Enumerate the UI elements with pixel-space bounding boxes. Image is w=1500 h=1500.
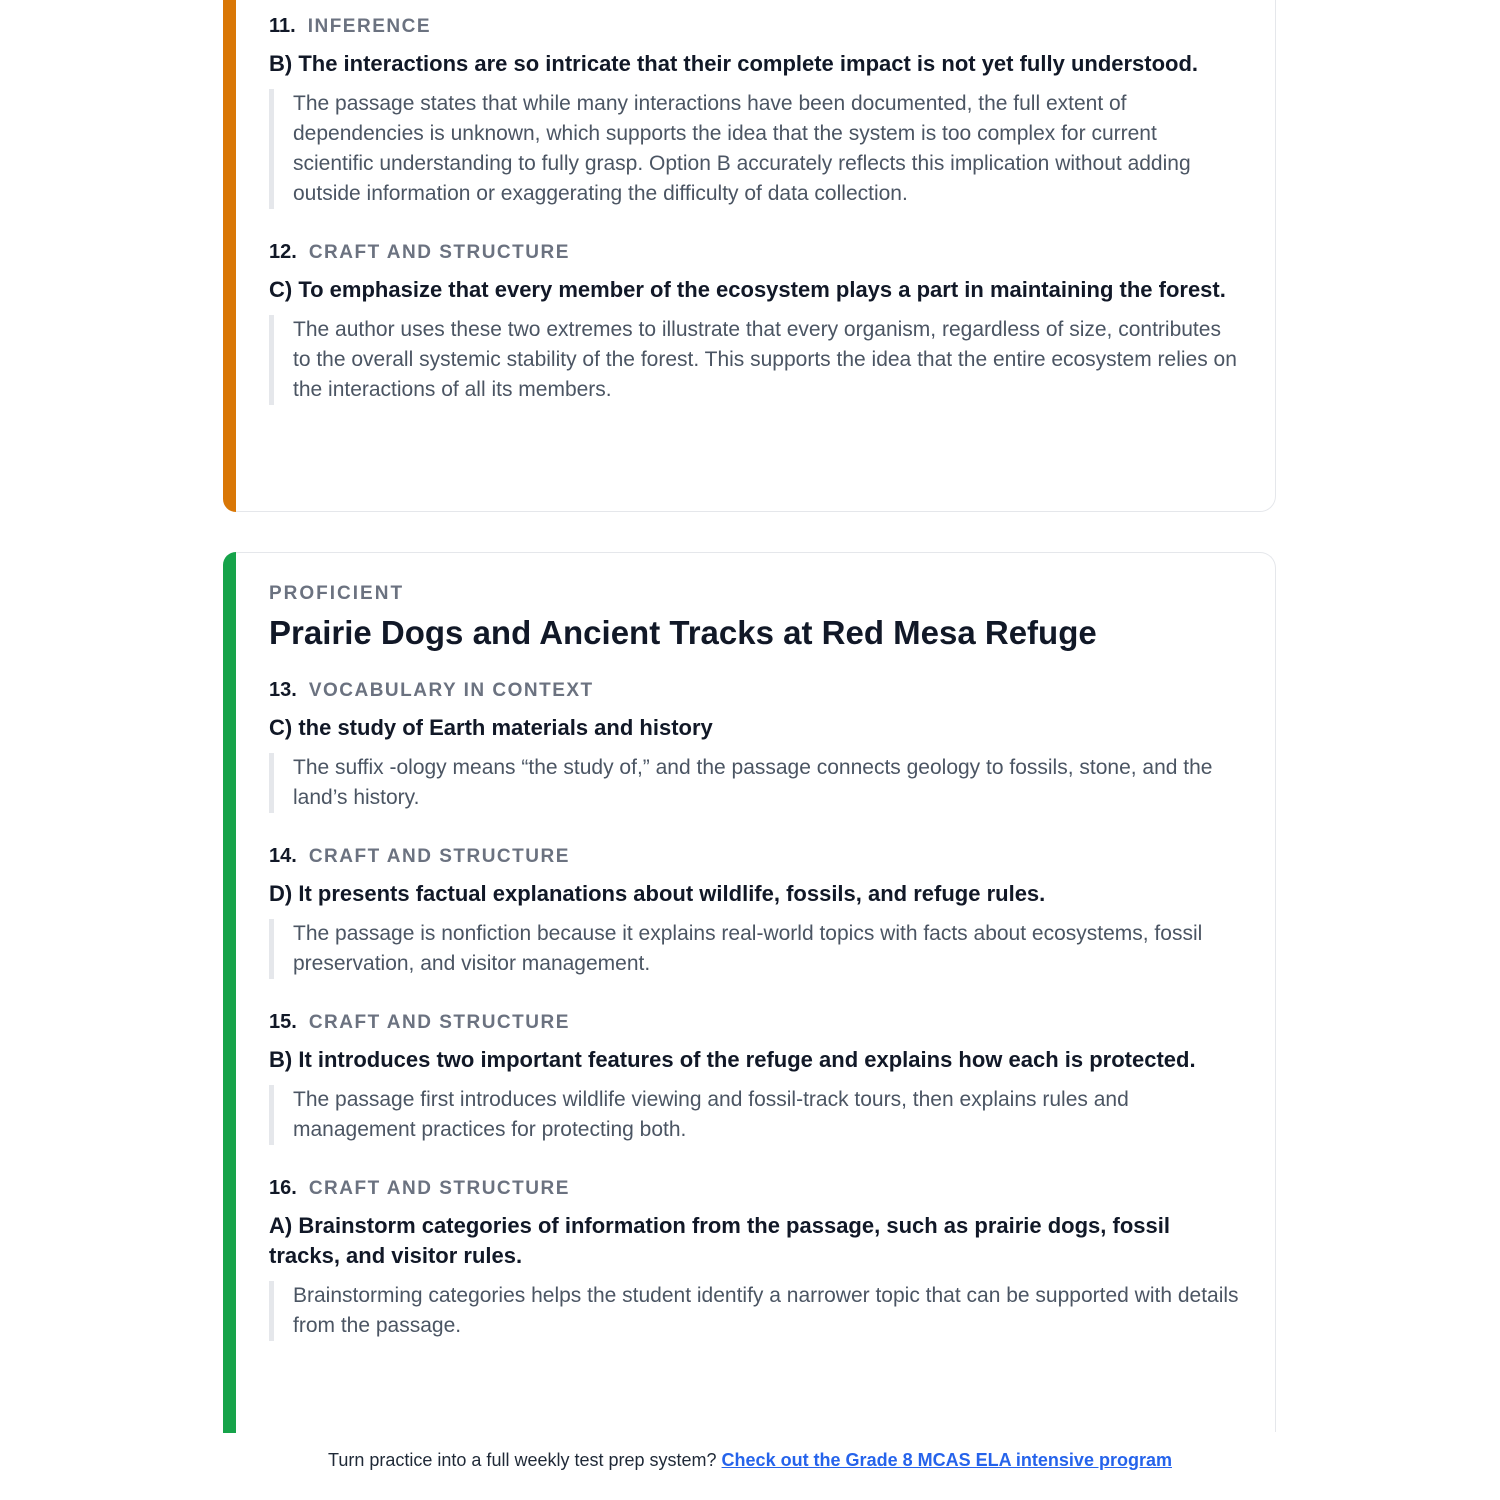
correct-answer: A) Brainstorm categories of information from the passage, such as prairie dogs, fossil tracks, and visitor rules. bbox=[269, 1212, 1170, 1268]
question-item bbox=[269, 845, 1243, 979]
question-number: 14. bbox=[269, 844, 297, 867]
footer-promo bbox=[0, 1450, 1500, 1471]
answer-explanation: The suffix -ology means “the study of,” and the passage connects geology to fossils, stone, and the land’s history. bbox=[269, 753, 1243, 813]
answer-card-proficient bbox=[223, 552, 1276, 1432]
question-header bbox=[269, 845, 1243, 868]
answer-explanation: The author uses these two extremes to illustrate that every organism, regardless of size, contributes to the overall systemic stability of the forest. This supports the idea that the entire ecosystem relies on the interactions of all its members. bbox=[269, 315, 1243, 405]
correct-answer: B) The interactions are so intricate that their complete impact is not yet fully understood. bbox=[269, 51, 1199, 76]
question-category: CRAFT AND STRUCTURE bbox=[308, 1177, 570, 1199]
card-accent-bar bbox=[223, 0, 236, 512]
answer-explanation: The passage states that while many interactions have been documented, the full extent of dependencies is unknown, which supports the idea that the system is too complex for current scientific understanding to fully grasp. Option B accurately reflects this implication without adding outside information or exaggerating the difficulty of data collection. bbox=[269, 89, 1243, 209]
question-category: INFERENCE bbox=[307, 16, 431, 37]
question-item bbox=[269, 679, 1243, 813]
question-header bbox=[269, 679, 1243, 702]
question-item bbox=[269, 15, 1243, 209]
question-number: 11. bbox=[269, 15, 296, 37]
question-category: CRAFT AND STRUCTURE bbox=[308, 1011, 570, 1033]
answer-explanation: Brainstorming categories helps the student identify a narrower topic that can be supported with details from the passage. bbox=[269, 1281, 1243, 1341]
correct-answer: D) It presents factual explanations about wildlife, fossils, and refuge rules. bbox=[269, 880, 1046, 906]
question-number: 15. bbox=[269, 1010, 297, 1033]
difficulty-level-label: PROFICIENT bbox=[269, 583, 405, 604]
question-header bbox=[269, 241, 1243, 264]
program-link[interactable]: Check out the Grade 8 MCAS ELA intensive program bbox=[721, 1450, 1172, 1470]
question-header bbox=[269, 1011, 1243, 1034]
answer-card-inference bbox=[223, 0, 1276, 512]
question-header bbox=[269, 15, 1243, 38]
question-number: 16. bbox=[269, 1176, 297, 1199]
correct-answer: C) To emphasize that every member of the ecosystem plays a part in maintaining the forest. bbox=[269, 277, 1226, 302]
question-category: CRAFT AND STRUCTURE bbox=[308, 845, 570, 867]
question-item bbox=[269, 241, 1243, 405]
answer-explanation: The passage is nonfiction because it explains real-world topics with facts about ecosystems, fossil preservation, and visitor management. bbox=[269, 919, 1243, 979]
correct-answer: C) the study of Earth materials and history bbox=[269, 714, 713, 740]
correct-answer: B) It introduces two important features of the refuge and explains how each is protected. bbox=[269, 1046, 1196, 1072]
question-category: CRAFT AND STRUCTURE bbox=[308, 242, 570, 263]
question-item bbox=[269, 1011, 1243, 1145]
question-header bbox=[269, 1177, 1243, 1200]
passage-title: Prairie Dogs and Ancient Tracks at Red Mesa Refuge bbox=[269, 614, 1097, 651]
footer-text: Turn practice into a full weekly test prep system? bbox=[328, 1450, 717, 1470]
question-number: 13. bbox=[269, 678, 297, 701]
question-category: VOCABULARY IN CONTEXT bbox=[308, 679, 594, 701]
answer-explanation: The passage first introduces wildlife viewing and fossil-track tours, then explains rules and management practices for protecting both. bbox=[269, 1085, 1243, 1145]
question-number: 12. bbox=[269, 241, 297, 263]
question-item bbox=[269, 1177, 1243, 1341]
card-accent-bar bbox=[223, 552, 236, 1433]
